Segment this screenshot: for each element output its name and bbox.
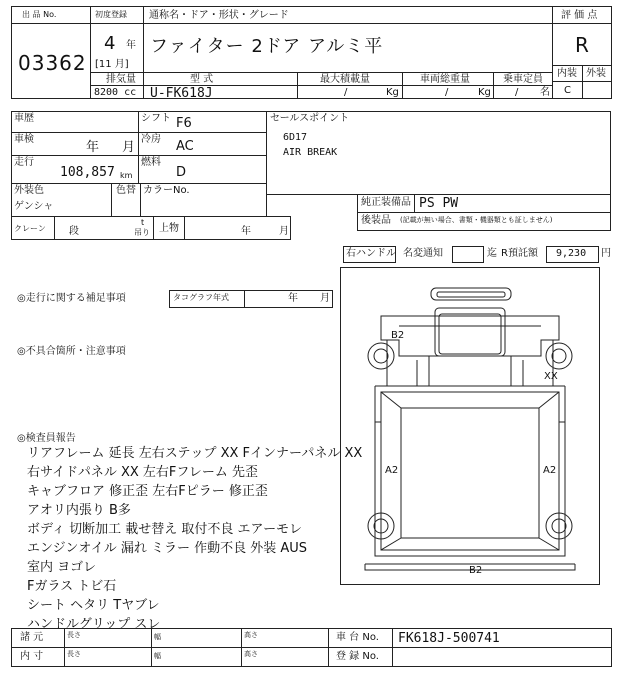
tachograph-year-unit: 年 [288,293,298,304]
mileage-label: 走行 [14,157,34,168]
inspector-line-5: ボディ 切断加工 載せ替え 取付不良 エアーモレ [27,522,303,537]
registration-year: 4 [104,33,116,54]
gross-weight-unit: Kg [478,87,491,98]
inspector-line-2: 右サイドパネル XX 左右Fフレーム 先歪 [27,465,258,480]
recycle-amount: 9,230 [556,248,587,259]
registration-month: [11 月] [95,59,129,70]
mileage-value: 108,857 [60,165,115,180]
crane-hang-unit: 吊り [134,228,150,237]
color-change-label: 色替 [116,185,136,196]
aftermarket-note: (記載が無い場合、書類・機器類とも証しません) [400,216,553,224]
diagram-mark-front-left: B2 [391,330,405,341]
shift-label: シフト [141,113,171,124]
sales-point-line-1: 6D17 [283,132,308,143]
lot-no-label: 出 品 No. [22,10,57,19]
damage-diagram-frame [340,267,600,585]
grade-label: 評 価 点 [561,10,598,21]
gross-weight-value: / [445,87,449,98]
fuel-value: D [176,165,187,180]
specs-row-label: 諸 元 [20,632,44,643]
inner-dims-row-label: 内 寸 [20,651,44,662]
defects-label: ◎不具合箇所・注意事項 [17,346,126,357]
crane-label: クレーン [14,224,46,233]
driving-remarks-label: ◎走行に関する補足事項 [17,293,126,304]
diagram-mark-left-side: A2 [385,465,399,476]
inspector-line-7: 室内 ヨゴレ [27,560,97,575]
vehicle-name-header: 通称名・ドア・形状・グレード [149,10,289,21]
upper-year-unit: 年 [241,226,251,237]
tachograph-label: タコグラフ年式 [173,293,229,302]
chassis-no-value: FK618J-500741 [398,631,500,646]
color-label: 外装色 [14,185,44,196]
recycle-label: R預託額 [501,248,538,259]
crane-ton-unit: t [141,218,145,227]
gross-weight-label: 車両総重量 [420,74,470,85]
overall-grade: R [575,33,589,57]
year-unit: 年 [126,40,136,51]
diagram-mark-front-right: XX [544,371,558,382]
exterior-label: 外装 [586,68,606,79]
crane-stage-unit: 段 [69,226,79,237]
chassis-no-label: 車 台 No. [336,632,379,643]
ac-label: 冷房 [141,134,161,145]
inspector-line-3: キャブフロア 修正歪 左右Fピラー 修正歪 [27,484,268,499]
inspector-line-8: Fガラス トビ石 [27,579,117,594]
model-value: U-FK618J [150,86,213,101]
model-label: 型 式 [190,74,214,85]
capacity-label: 乗車定員 [503,74,543,85]
tachograph-month-unit: 月 [320,293,330,304]
deposit-prefix: 迄 [487,248,497,259]
displacement-value: 8200 cc [94,87,137,98]
inspector-report-label: ◎検査員報告 [17,433,76,444]
diagram-mark-right-side: A2 [543,465,557,476]
mileage-unit: km [120,171,133,180]
width-label-2: 幅 [154,652,161,660]
inspector-line-9: シート ヘタリ Tヤブレ [27,598,160,613]
name-change-box [452,246,484,263]
fuel-label: 燃料 [141,157,161,168]
color-no-label: カラーNo. [143,185,190,196]
equipment-value: PS PW [419,196,459,211]
upper-month-unit: 月 [279,226,289,237]
inspection-label: 車検 [14,134,34,145]
height-label-1: 高さ [244,631,258,639]
capacity-value: / [515,87,519,98]
width-label-1: 幅 [154,633,161,641]
name-change-label: 名変通知 [403,248,443,259]
registration-no-label: 登 録 No. [336,651,379,662]
aftermarket-label: 後装品 [361,215,391,226]
lot-number: 03362 [18,51,87,75]
capacity-unit: 名 [540,87,550,98]
diagram-mark-rear: B2 [469,565,483,576]
upper-body-label: 上物 [159,223,179,234]
displacement-label: 排気量 [106,74,136,85]
inspection-month: 月 [122,140,136,155]
history-label: 車歴 [14,113,34,124]
length-label-2: 長さ [67,650,81,658]
max-load-value: / [344,87,348,98]
sales-point-line-2: AIR BREAK [283,147,338,158]
inspection-year: 年 [86,140,100,155]
color-value: ゲンシャ [14,201,54,212]
truck-body-diagram [341,268,599,584]
vehicle-name: ファイター 2ドア アルミ平 [150,36,384,57]
length-label-1: 長さ [67,631,81,639]
interior-label: 内装 [557,68,577,79]
shift-value: F6 [176,116,192,131]
max-load-unit: Kg [386,87,399,98]
first-registration-label: 初度登録 [95,10,127,19]
inspector-line-4: アオリ内張り B多 [27,503,131,518]
inspector-line-6: エンジンオイル 漏れ ミラー 作動不良 外装 AUS [27,541,308,556]
recycle-unit: 円 [601,248,611,259]
equipment-label: 純正装備品 [361,197,411,208]
interior-grade: C [564,85,571,96]
inspector-line-10: ハンドルグリップ スレ [27,617,161,632]
max-load-label: 最大積載量 [320,74,370,85]
ac-value: AC [176,139,194,154]
right-hand-label: 右ハンドル [346,248,396,259]
sales-point-label: セールスポイント [270,113,350,124]
inspector-line-1: リアフレーム 延長 左右ステップ XX Fインナーパネル XX [27,446,363,461]
height-label-2: 高さ [244,650,258,658]
